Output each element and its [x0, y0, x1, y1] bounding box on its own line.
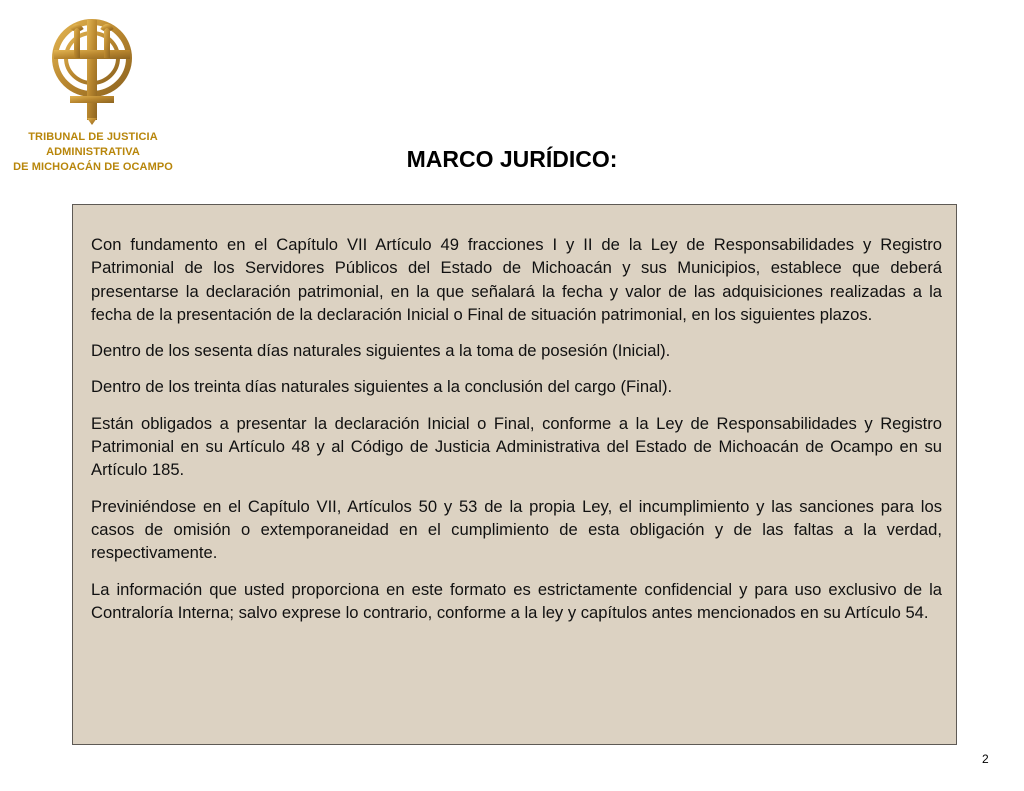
- paragraph-6: La información que usted proporciona en este formato es estrictamente confidencial y para uso exclusivo de la Contraloría Interna; salvo exprese lo contrario, conforme a la ley y capítulos antes mencionados en su Artículo 54.: [91, 579, 942, 622]
- paragraph-4: Están obligados a presentar la declaración Inicial o Final, conforme a la Ley de Responsabilidades y Registro Patrimonial en su Artículo 48 y al Código de Justicia Administrativa del Estado de Michoacán de Ocampo en su Artículo 185.: [91, 413, 942, 480]
- page-number: 2: [982, 752, 989, 766]
- paragraph-3: Dentro de los treinta días naturales siguientes a la conclusión del cargo (Final).: [91, 377, 673, 397]
- institution-line-1: TRIBUNAL DE JUSTICIA: [28, 131, 158, 143]
- paragraph-2: Dentro de los sesenta días naturales siguientes a la toma de posesión (Inicial).: [91, 341, 671, 361]
- cross-emblem-icon: [44, 14, 140, 126]
- legal-framework-text: [91, 233, 942, 637]
- page-title: MARCO JURÍDICO:: [406, 146, 618, 172]
- paragraph-5: Previniéndose en el Capítulo VII, Artículos 50 y 53 de la propia Ley, el incumplimiento y las sanciones para los casos de omisión o extemporaneidad en el cumplimiento de esta obligación y de las faltas a la verdad, respectivamente.: [91, 496, 942, 563]
- institution-line-2: ADMINISTRATIVA: [46, 146, 140, 158]
- institution-line-3: DE MICHOACÁN DE OCAMPO: [13, 161, 173, 173]
- paragraph-1: Con fundamento en el Capítulo VII Artículo 49 fracciones I y II de la Ley de Responsabilidades y Registro Patrimonial de los Servidores Públicos del Estado de Michoacán y sus Municipios, establece que deberá presentarse la declaración patrimonial, en la que señalará la fecha y valor de las adquisiciones realizadas a la fecha de la presentación de la declaración Inicial o Final de situación patrimonial, en los siguientes plazos.: [91, 235, 942, 324]
- legal-framework-box: [72, 204, 957, 745]
- institution-name: [0, 130, 186, 175]
